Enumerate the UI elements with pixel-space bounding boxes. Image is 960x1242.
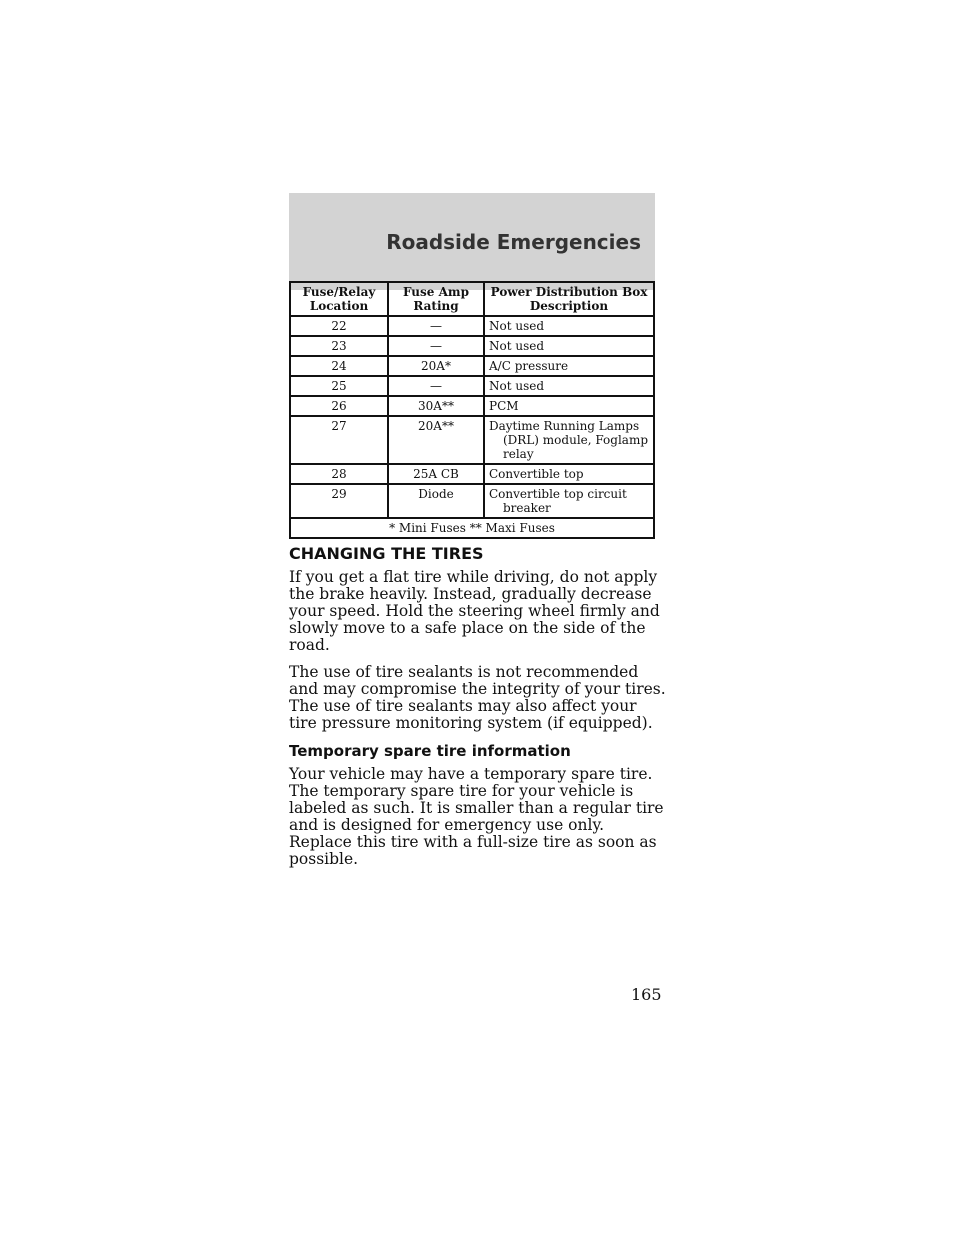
table-footnote: * Mini Fuses ** Maxi Fuses [290,518,654,538]
cell-description: Convertible top [484,464,654,484]
cell-description: Not used [484,316,654,336]
cell-rating: 25A CB [388,464,484,484]
body-content [289,544,669,878]
heading-changing-tires: CHANGING THE TIRES [289,544,484,563]
table-row [290,316,654,336]
header-line: Fuse/Relay Location [302,285,376,313]
page-number: 165 [631,985,662,1004]
column-header-description [484,282,654,316]
cell-location: 28 [290,464,388,484]
cell-rating: 20A* [388,356,484,376]
cell-rating: 20A** [388,416,484,464]
cell-location: 27 [290,416,388,464]
heading-temporary-spare: Temporary spare tire information [289,742,571,760]
cell-description: A/C pressure [484,356,654,376]
section-title: Roadside Emergencies [386,230,641,254]
cell-description: Not used [484,376,654,396]
table-row [290,464,654,484]
paragraph-tire-sealants: The use of tire sealants is not recommended and may compromise the integrity of your tires. The use of tire sealants may also affect your tire pressure monitoring system (if equipped). [289,663,666,732]
table-row [290,484,654,518]
column-header-rating [388,282,484,316]
cell-rating: — [388,376,484,396]
paragraph-temporary-spare: Your vehicle may have a temporary spare tire. The temporary spare tire for your vehicle is labeled as such. It is smaller than a regular tire and is designed for emergency use only. Replace this tire with a full-size tire as soon as possible. [289,765,664,868]
table-row [290,336,654,356]
header-line: Fuse Amp Rating [403,285,469,313]
description-text: Convertible top circuit breaker [489,487,627,515]
table-row [290,376,654,396]
paragraph-flat-tire: If you get a flat tire while driving, do not apply the brake heavily. Instead, gradually decrease your speed. Hold the steering wheel firmly and slowly move to a safe place on the side of the road. [289,568,660,654]
table-row [290,356,654,376]
cell-description [484,416,654,464]
table-header-row [290,282,654,316]
cell-description: Not used [484,336,654,356]
cell-location: 22 [290,316,388,336]
cell-location: 25 [290,376,388,396]
cell-description [484,484,654,518]
table-row [290,396,654,416]
cell-rating: 30A** [388,396,484,416]
description-text: Daytime Running Lamps (DRL) module, Foglamp relay [489,419,649,461]
table-row [290,416,654,464]
cell-location: 29 [290,484,388,518]
cell-rating: — [388,316,484,336]
cell-description: PCM [484,396,654,416]
table-footnote-row [290,518,654,538]
cell-location: 24 [290,356,388,376]
column-header-location [290,282,388,316]
cell-location: 26 [290,396,388,416]
cell-rating: Diode [388,484,484,518]
fuse-table [289,281,655,539]
header-line: Power Distribution Box Description [490,285,648,313]
cell-location: 23 [290,336,388,356]
cell-rating: — [388,336,484,356]
